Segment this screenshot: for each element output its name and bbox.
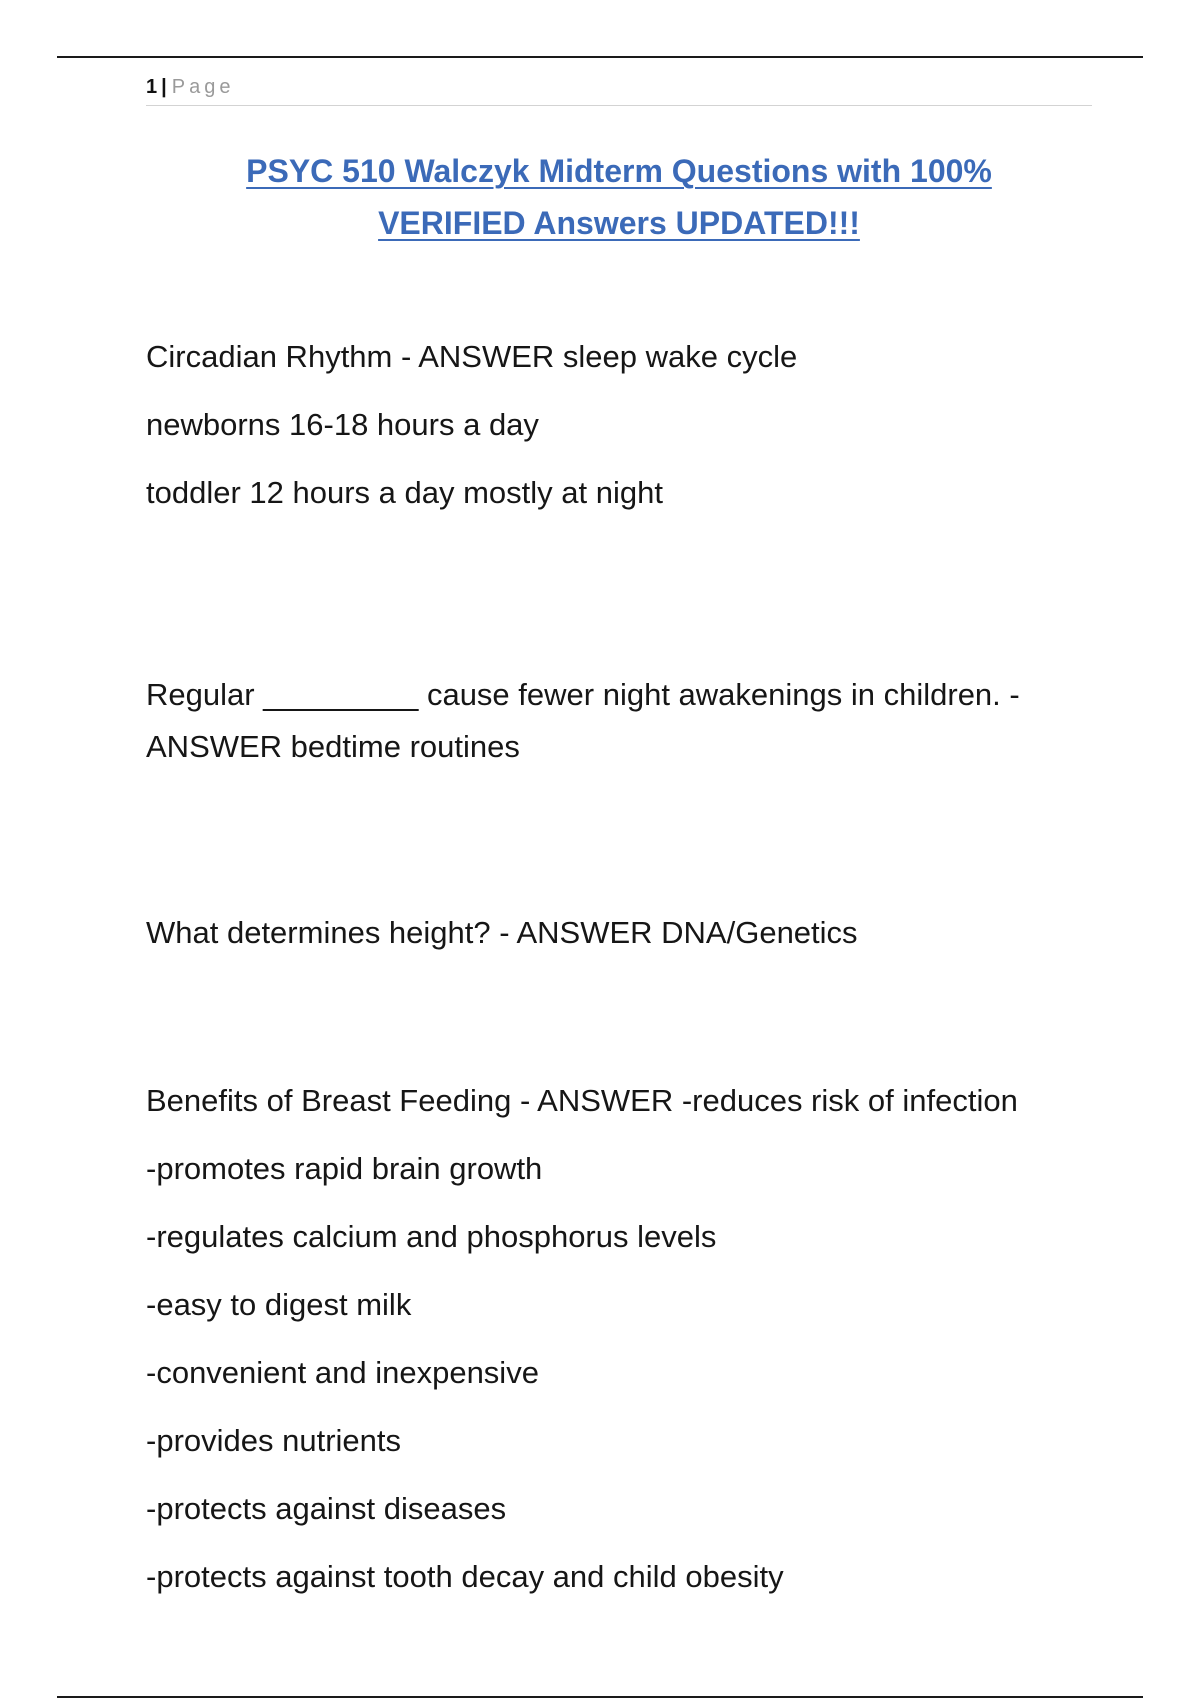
qa-block-breast-feeding [146,1074,1086,1618]
qa-line: -protects against tooth decay and child obesity [146,1559,784,1594]
qa-line: -convenient and inexpensive [146,1355,539,1390]
qa-block-height [146,906,1086,974]
qa-line: ANSWER bedtime routines [146,729,520,764]
qa-block-bedtime-routines [146,668,1086,788]
qa-line: Circadian Rhythm - ANSWER sleep wake cycle [146,339,798,374]
paragraph-gap [146,788,1086,906]
qa-block-circadian-rhythm [146,330,1086,534]
document-title [146,145,1092,249]
document-title-line-2: VERIFIED Answers UPDATED!!! [378,205,860,241]
page-number: 1 [146,76,159,98]
qa-line: -regulates calcium and phosphorus levels [146,1219,717,1254]
qa-line: Benefits of Breast Feeding - ANSWER -reduces risk of infection [146,1083,1018,1118]
qa-line: -easy to digest milk [146,1287,412,1322]
qa-line: toddler 12 hours a day mostly at night [146,475,663,510]
qa-line: -protects against diseases [146,1491,507,1526]
page-number-separator: | [161,76,168,98]
document-title-line-1: PSYC 510 Walczyk Midterm Questions with 100% [246,153,992,189]
page-bottom-rule [57,1696,1143,1698]
page-top-rule [57,56,1143,58]
document-body [146,330,1086,1618]
paragraph-gap [146,974,1086,1074]
qa-line: What determines height? - ANSWER DNA/Genetics [146,915,858,950]
paragraph-gap [146,534,1086,668]
qa-line: newborns 16-18 hours a day [146,407,539,442]
page-label: Page [171,76,235,98]
qa-line: -provides nutrients [146,1423,402,1458]
qa-line: -promotes rapid brain growth [146,1151,543,1186]
qa-line: Regular _________ cause fewer night awakenings in children. - [146,677,1020,712]
page-header [146,72,1092,106]
